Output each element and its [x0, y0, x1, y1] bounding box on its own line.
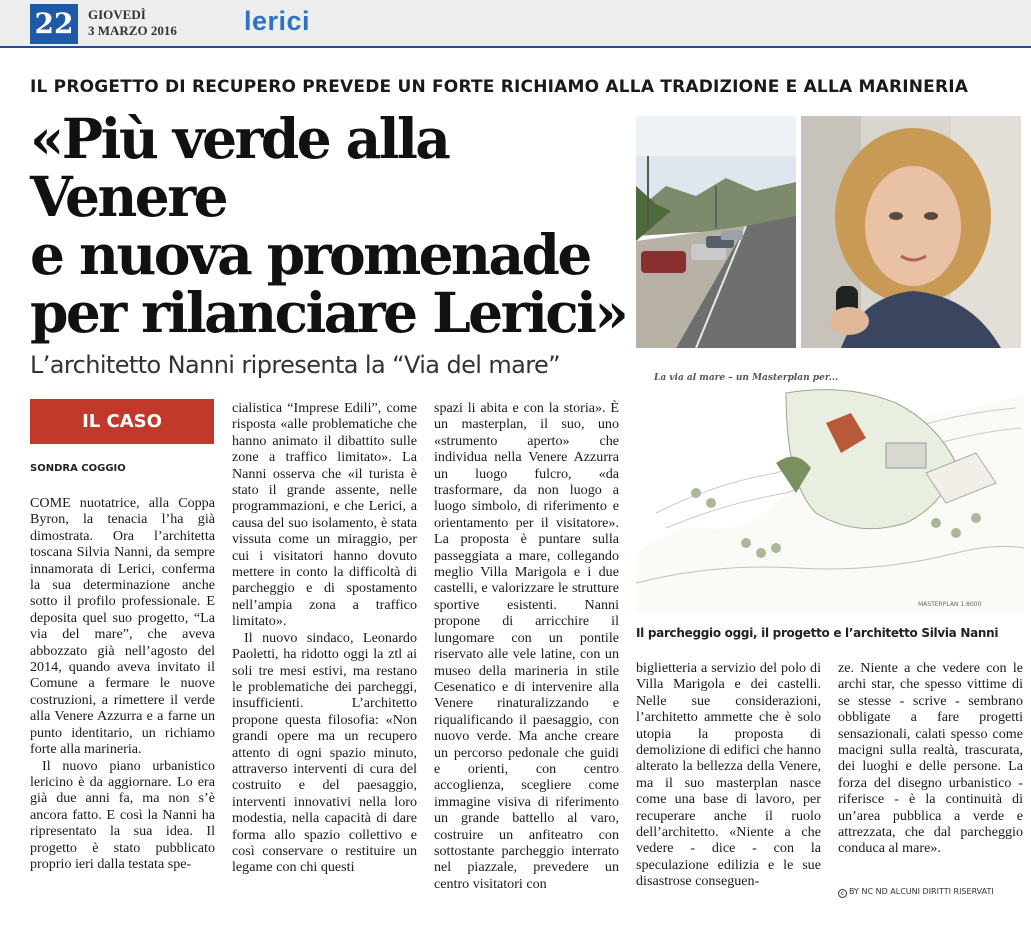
masterplan-scale: MASTERPLAN 1:8000 [918, 601, 982, 608]
paragraph: cialistica “Imprese Edili”, come risposta «alle problematiche che hanno animato il dibattito sulle zone a traffico limitato». La Nanni osserva che «il turista è stato il grande assente, nelle programmazioni, e che Lerici, a causa del suo isolamento, è stata vissuta come un miraggio, per cui i visitatori hanno dovuto mettere in conto la difficoltà di parcheggio e di spostamento nell’ampia zona a traffico limitato». [232, 400, 417, 630]
kicker: IL PROGETTO DI RECUPERO PREVEDE UN FORTE RICHIAMO ALLA TRADIZIONE E ALLA MARINERIA [30, 77, 969, 97]
headline-line-1: «Più verde alla Venere [30, 106, 449, 229]
masterplan-drawing [636, 353, 1024, 615]
paragraph: spazi li abita e con la storia». È un masterplan, il suo, uno «strumento aperto» che individua nella Venere Azzurra un luogo fulcro, «da trasformare, da non luogo a luogo simbolo, di riferimento e orientamento per il visitatore». La proposta è puntare sulla passeggiata a mare, collegando meglio Villa Marigola e i due castelli, e valorizzare le strutture sportive esistenti. Nanni propone di arricchire il lungomare con un pontile riservato alle vele latine, con un museo della marineria in stile Cesenatico e di intervenire alla Venere rinaturalizzando e riqualificando il paesaggio, con nuovo verde. Ma anche creare un percorso pedonale che guidi e orienti, con centro accoglienza, scegliere come immagine visiva di riferimento un grande battello al varo, costruire un anfiteatro con sottostante parcheggio interrato nel piazzale, prevedere un centro visitatori con [434, 400, 619, 892]
headline-line-2: e nuova promenade [30, 222, 590, 287]
article-column-4 [636, 660, 821, 890]
photo-caption: Il parcheggio oggi, il progetto e l’architetto Silvia Nanni [636, 626, 999, 640]
architect-portrait-photo [801, 116, 1021, 348]
page-number: 22 [30, 4, 78, 44]
section-name: lerici [244, 6, 311, 36]
parking-lot-photo [636, 116, 796, 348]
headline [30, 106, 630, 345]
subheadline: L’architetto Nanni ripresenta la “Via del mare” [30, 351, 560, 379]
case-label: IL CASO [30, 399, 214, 444]
creative-commons-icon: c [838, 889, 847, 898]
masterplan-title: La via al mare – un Masterplan per... [654, 373, 839, 383]
article-column-3 [434, 400, 619, 892]
paragraph: Il nuovo sindaco, Leonardo Paoletti, ha ridotto oggi la ztl ai soli tre mesi estivi, ma restano le problematiche dei parcheggi, insufficienti. L’architetto propone questa filosofia: «Non grandi opere ma un recupero attento di ogni spazio minuto, attraverso interventi di cura del costruito e del paesaggio, interventi innovativi nella loro modestia, nella capacità di dare forma allo spazio collettivo e così conservare o restituire un legame con chi questi [232, 629, 417, 876]
paragraph: ze. Niente a che vedere con le archi star, che spesso vittime di se stesse - scrive - sembrano obbligate a fare progetti sensazionali, calati spesso come macigni sulla realtà, trascurata, dei luoghi e delle persone. La forza del disegno urbanistico - riferisce - è la continuità di un’area pubblica a verde e attrezzata, che dal parcheggio conduca al mare». [838, 660, 1023, 857]
issue-day: GIOVEDÌ [88, 7, 146, 22]
issue-date-value: 3 MARZO 2016 [88, 23, 177, 38]
paragraph: COME nuotatrice, alla Coppa Byron, la tenacia l’ha già dimostrata. Ora l’architetta toscana Silvia Nanni, da sempre innamorata di Lerici, conferma la sua determinazione anche sotto il profilo professionale. E deposita quel suo progetto, “La via del mare”, che aveva abbozzato già nell’agosto del 2014, quando aveva invitato il Comune a fermare le nuove costruzioni, a rimettere il verde alla Venere Azzurra e a farne un punto identitario, un richiamo forte alla marineria. [30, 495, 215, 758]
article-column-1 [30, 495, 215, 872]
page-header [0, 0, 1031, 48]
paragraph: Il nuovo piano urbanistico lericino è da aggiornare. Lo era già due anni fa, ma non s’è ancora fatto. E così la Nanni ha ripresentato la sua idea. Il progetto è stato pubblicato proprio ieri dalla testata spe- [30, 757, 215, 872]
paragraph: biglietteria a servizio del polo di Villa Marigola e dei castelli. Nelle sue considerazioni, l’architetto ammette che è solo utopia la proposta di demolizione di edifici che hanno alterato la bellezza della Venere, ma il suo masterplan nasce come una base di lavoro, per recuperare anche il ruolo dell’architetto. «Niente a che vedere - dice - con la speculazione edilizia e le sue disastrose conseguen- [636, 660, 821, 890]
issue-date [88, 7, 177, 39]
byline: SONDRA COGGIO [30, 463, 126, 474]
license-note [838, 887, 994, 898]
headline-line-3: per rilanciare Lerici» [30, 280, 627, 345]
license-text: BY NC ND ALCUNI DIRITTI RISERVATI [849, 887, 994, 896]
article-column-5 [838, 660, 1023, 857]
article-column-2 [232, 400, 417, 876]
